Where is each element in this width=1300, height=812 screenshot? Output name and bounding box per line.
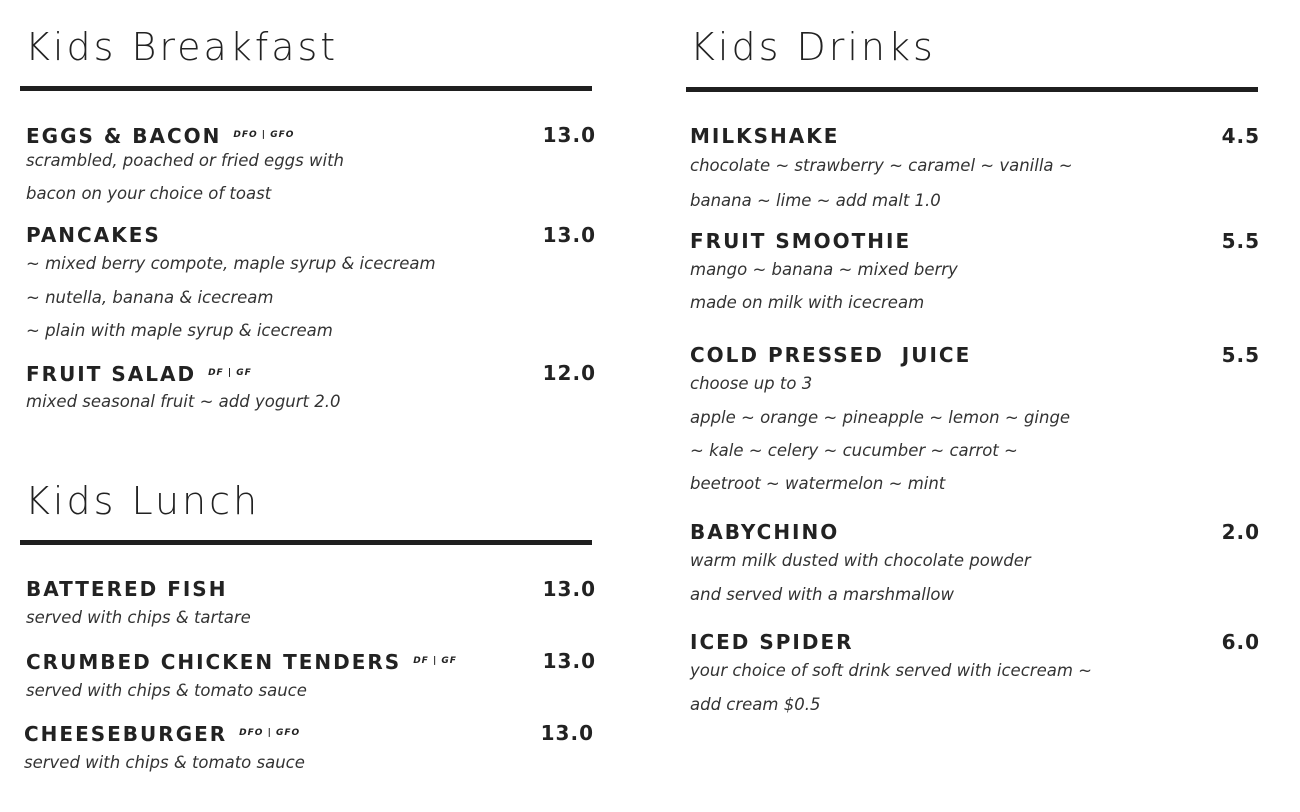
item-description: warm milk dusted with chocolate powder bbox=[690, 551, 1031, 570]
menu-item-crumbed-chicken-tenders bbox=[26, 649, 596, 708]
dietary-tag: DFO | GFO bbox=[239, 728, 301, 738]
item-description: ~ nutella, banana & icecream bbox=[26, 288, 274, 307]
section-title: Kids Breakfast bbox=[25, 25, 339, 69]
item-name: FRUIT SMOOTHIE bbox=[690, 229, 912, 253]
menu-item-babychino bbox=[690, 520, 1260, 611]
item-description: ~ plain with maple syrup & icecream bbox=[26, 321, 333, 340]
dietary-tag: DF | GF bbox=[208, 368, 252, 378]
item-description: chocolate ~ strawberry ~ caramel ~ vanilla ~ bbox=[690, 156, 1073, 175]
item-description: mixed seasonal fruit ~ add yogurt 2.0 bbox=[26, 392, 341, 411]
item-price: 4.5 bbox=[1221, 124, 1260, 148]
item-description: served with chips & tomato sauce bbox=[26, 681, 307, 700]
section-divider bbox=[20, 540, 592, 545]
item-name: CHEESEBURGER $^{DFO | GFO}$ bbox=[24, 722, 301, 746]
item-description: and served with a marshmallow bbox=[690, 585, 955, 604]
item-price: 5.5 bbox=[1221, 229, 1260, 253]
item-description: beetroot ~ watermelon ~ mint bbox=[690, 474, 946, 493]
item-price: 2.0 bbox=[1221, 520, 1260, 544]
section-title: Kids Drinks bbox=[690, 25, 936, 69]
item-price: 13.0 bbox=[542, 577, 596, 601]
menu-item-cheeseburger bbox=[24, 721, 594, 780]
item-name: BABYCHINO bbox=[690, 520, 840, 544]
item-name: PANCAKES bbox=[26, 223, 161, 247]
menu-item-iced-spider bbox=[690, 630, 1260, 721]
menu-item-cold-pressed-juice bbox=[690, 343, 1260, 500]
item-price: 6.0 bbox=[1221, 630, 1260, 654]
item-price: 12.0 bbox=[542, 361, 596, 385]
section-divider bbox=[686, 87, 1258, 92]
item-price: 13.0 bbox=[542, 123, 596, 147]
item-description: served with chips & tomato sauce bbox=[24, 753, 305, 772]
item-name: EGGS & BACON $^{DFO | GFO}$ bbox=[26, 124, 295, 148]
item-name: MILKSHAKE bbox=[690, 124, 840, 148]
item-description: ~ mixed berry compote, maple syrup & icecream bbox=[26, 254, 436, 273]
item-name: FRUIT SALAD $^{DF | GF}$ bbox=[26, 362, 252, 386]
item-description: mango ~ banana ~ mixed berry bbox=[690, 260, 958, 279]
item-description: served with chips & tartare bbox=[26, 608, 251, 627]
item-name: CRUMBED CHICKEN TENDERS $^{DF | GF}$ bbox=[26, 650, 457, 674]
dietary-tag: DF | GF bbox=[413, 656, 457, 666]
item-description: add cream $0.5 bbox=[690, 695, 821, 714]
dietary-tag: DFO | GFO bbox=[233, 130, 295, 140]
item-price: 13.0 bbox=[542, 649, 596, 673]
item-name: COLD PRESSED JUICE bbox=[690, 343, 972, 367]
item-description: apple ~ orange ~ pineapple ~ lemon ~ ginge bbox=[690, 408, 1071, 427]
menu-item-pancakes bbox=[26, 223, 596, 347]
section-divider bbox=[20, 86, 592, 91]
item-description: banana ~ lime ~ add malt 1.0 bbox=[690, 191, 941, 210]
menu-item-battered-fish bbox=[26, 577, 596, 635]
item-price: 13.0 bbox=[540, 721, 594, 745]
item-name: BATTERED FISH bbox=[26, 577, 228, 601]
item-description: made on milk with icecream bbox=[690, 293, 925, 312]
section-title: Kids Lunch bbox=[25, 479, 261, 523]
item-name: ICED SPIDER bbox=[690, 630, 854, 654]
item-description: bacon on your choice of toast bbox=[26, 184, 272, 203]
menu-item-fruit-salad bbox=[26, 361, 596, 418]
menu-item-milkshake bbox=[690, 124, 1260, 217]
item-price: 13.0 bbox=[542, 223, 596, 247]
item-description: scrambled, poached or fried eggs with bbox=[26, 151, 345, 170]
item-description: ~ kale ~ celery ~ cucumber ~ carrot ~ bbox=[690, 441, 1018, 460]
item-description: your choice of soft drink served with icecream ~ bbox=[690, 661, 1092, 680]
menu-item-eggs-bacon bbox=[26, 123, 596, 214]
menu-item-fruit-smoothie bbox=[690, 229, 1260, 319]
item-price: 5.5 bbox=[1221, 343, 1260, 367]
item-description: choose up to 3 bbox=[690, 374, 813, 393]
